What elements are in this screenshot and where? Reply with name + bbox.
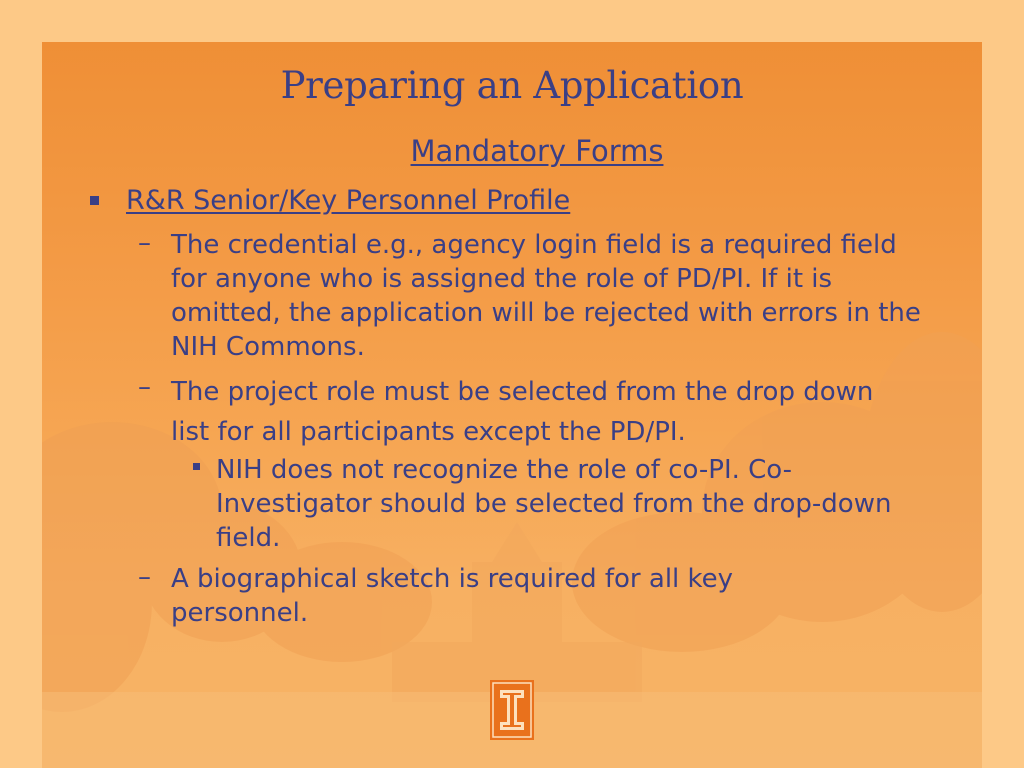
dash-bullet: – [138, 372, 151, 402]
list-item-project-role: The project role must be selected from the drop down list for all participants except the PD/PI. [171, 377, 874, 447]
slide-title: Preparing an Application [280, 64, 744, 107]
square-bullet-icon [193, 463, 200, 470]
sub-item-co-pi: NIH does not recognize the role of co-PI. Co-Investigator should be selected from the drop-down field. [216, 455, 892, 553]
list-item-biosketch: A biographical sketch is required for all key personnel. [171, 564, 734, 628]
dash-bullet: – [138, 228, 151, 258]
section-heading: R&R Senior/Key Personnel Profile [126, 185, 571, 216]
dash-bullet: – [138, 562, 151, 592]
block-i-logo-icon [490, 680, 534, 740]
slide [42, 42, 982, 768]
square-bullet-icon [90, 196, 99, 205]
slide-subtitle: Mandatory Forms [410, 134, 664, 168]
list-item-credential: The credential e.g., agency login field is a required field for anyone who is assigned the role of PD/PI. If it is omitted, the application will be rejected with errors in the NIH Commons. [171, 230, 921, 362]
